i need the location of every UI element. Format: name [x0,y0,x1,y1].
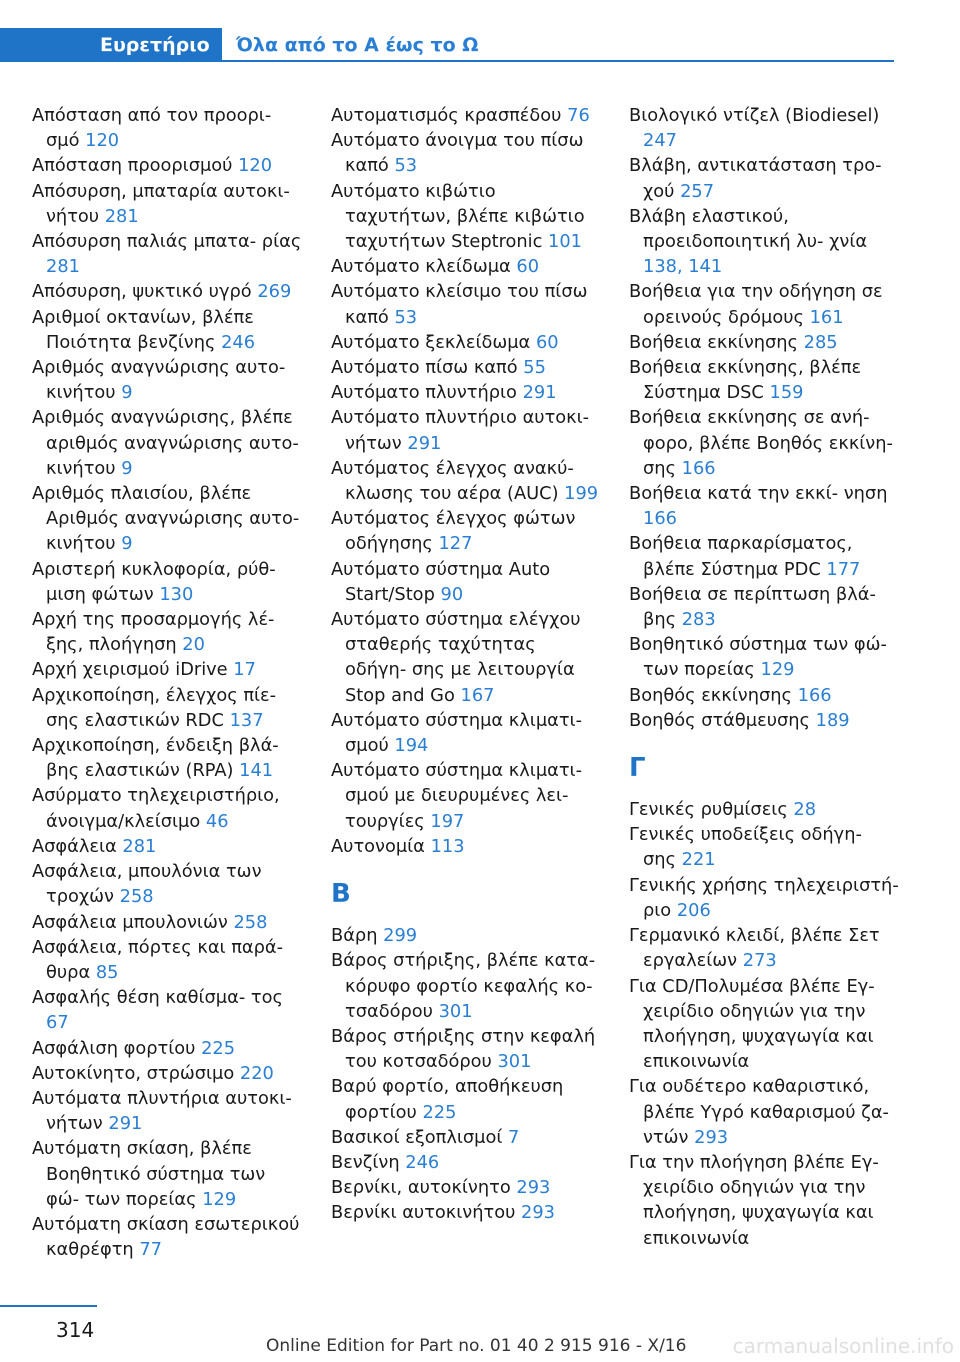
index-entry [629,1150,899,1251]
watermark: carmanualsonline.info [732,1334,954,1358]
index-entry-term: Αυτόματο σύστημα Auto Start/Stop [331,558,551,605]
index-entry-term: Για CD/Πολυμέσα βλέπε Εγ‐ χειρίδιο οδηγιών για την πλοήγηση, ψυχαγωγία και επικοινωνία [629,975,875,1073]
page-reference-link[interactable]: 7 [508,1126,520,1148]
index-entry-term: Αυτόματο ξεκλείδωμα [331,331,531,353]
index-entry [32,1061,302,1086]
page-reference-link[interactable]: 281 [122,835,157,857]
index-entry-term: Αριθμοί οκτανίων, βλέπε Ποιότητα βενζίνης [32,306,254,353]
index-entry-term: Αυτόματη σκίαση εσωτερικού καθρέφτη [32,1213,300,1261]
index-entry [32,1212,302,1262]
page-reference-link[interactable]: 269 [257,281,292,303]
page-reference-link[interactable]: 221 [681,849,716,871]
page-reference-link[interactable]: 257 [680,180,715,202]
index-entry-term: Βοήθεια σε περίπτωση βλά‐ βης [629,583,876,631]
index-entry [629,405,899,481]
page-reference-link[interactable]: 273 [742,950,777,972]
index-entry [629,797,899,822]
index-entry [629,873,899,923]
index-entry-term: Βάρος στήριξης, βλέπε κατα‐ κόρυφο φορτίο κεφαλής κο‐ τσαδόρου [331,950,596,1022]
page-reference-link[interactable]: 291 [407,432,442,454]
index-entry-term: Αυτόματο σύστημα κλιματι‐ σμού [331,709,582,757]
page-reference-link[interactable]: 281 [46,256,80,278]
page-reference-link[interactable]: 9 [121,457,133,479]
index-entry [32,179,302,229]
index-entry-term: Αυτόματο κλείδωμα [331,256,511,278]
index-entry-term: Γενικές υποδείξεις οδήγη‐ σης [629,824,862,871]
index-entry-term: Ασύρματο τηλεχειριστήριο, άνοιγμα/κλείσιμο [32,785,280,832]
index-entry-term: Αυτόματο σύστημα κλιματι‐ σμού με διευρυμένες λει‐ τουργίες [331,760,582,832]
index-entry-term: Αυτοματισμός κρασπέδου [331,105,562,126]
index-entry-term: Αυτόματη σκίαση, βλέπε Βοηθητικό σύστημα των φώ‐ των πορείας [32,1138,266,1210]
page-reference-link[interactable]: 28 [793,799,817,821]
page-reference-link[interactable]: 60 [535,331,559,353]
index-entry [32,481,302,557]
index-entry-term: Βλάβη ελαστικού, προειδοποιητική λυ‐ χνία [629,205,868,253]
index-entry-term: Αρχή της προσαρμογής λέ‐ ξης, πλοήγηση [32,609,275,656]
index-entry-term: Αρχικοποίηση, έλεγχος πίε‐ σης ελαστικών RDC [32,684,277,731]
index-entry-term: Βαρύ φορτίο, αποθήκευση φορτίου [331,1076,564,1123]
index-entry-term: Αριθμός αναγνώρισης, βλέπε αριθμός αναγνώρισης αυτο‐ κινήτου [32,407,299,479]
index-entry-term: Αριθμός αναγνώρισης αυτο‐ κινήτου [32,357,286,404]
index-group-beta-continued [629,103,899,733]
index-entry-term: Βοήθεια εκκίνησης, βλέπε Σύστημα DSC [629,357,862,404]
index-entry-term: Γενικές ρυθμίσεις [629,799,788,821]
index-entry [629,330,899,355]
index-entry [331,380,601,405]
page-reference-link[interactable]: 127 [438,533,473,555]
index-entry-term: Βοήθεια για την οδήγηση σε ορεινούς δρόμους [629,281,883,328]
section-letter-g: Γ [629,753,646,784]
index-entry-term: Ασφάλεια [32,835,117,857]
page-reference-link[interactable]: 293 [694,1126,729,1148]
index-entry-term: Αυτόματο σύστημα ελέγχου σταθερής ταχύτητας οδήγη‐ σης με λειτουργία Stop and Go [331,609,581,706]
index-entry-term: Αυτονομία [331,835,425,857]
page-reference-link[interactable]: 301 [438,1000,473,1022]
index-entry [32,103,302,153]
page-reference-link[interactable]: 285 [803,331,838,353]
index-entry [629,1074,899,1150]
index-entry [331,1175,601,1200]
index-entry [32,859,302,909]
index-entry [629,103,899,153]
index-entry [32,1086,302,1136]
page-reference-link[interactable]: 258 [233,911,268,933]
index-entry [32,153,302,178]
index-entry [32,985,302,1035]
page-header [0,28,894,62]
index-entry-term: Αυτόματο πίσω καπό [331,357,518,379]
index-entry-term: Ασφάλιση φορτίου [32,1037,196,1059]
index-entry [32,834,302,859]
index-entry-term: Γενικής χρήσης τηλεχειριστή‐ ριο [629,874,899,921]
index-entry [331,1074,601,1124]
index-entry [32,935,302,985]
index-entry [331,1200,601,1225]
page-reference-link[interactable]: 199 [564,483,599,505]
page-reference-link[interactable]: 141 [239,760,274,782]
page-number: 314 [56,1318,95,1342]
index-entry-term: Αυτόματο πλυντήριο [331,382,517,404]
page-reference-link[interactable]: 77 [139,1239,162,1261]
index-entry-term: Βενζίνη [331,1151,400,1173]
index-entry [32,607,302,657]
index-entry-term: Αυτόματος έλεγχος φώτων οδήγησης [331,508,576,555]
page-reference-link[interactable]: 129 [202,1188,237,1210]
page-reference-link[interactable]: 194 [394,735,429,757]
index-entry-term: Βοήθεια εκκίνησης σε ανή‐ φορο, βλέπε Βοηθός εκκίνη‐ σης [629,407,893,479]
page-reference-link[interactable]: 225 [422,1101,457,1123]
index-entry-term: Βερνίκι, αυτοκίνητο [331,1177,511,1199]
page-reference-link[interactable]: 113 [430,835,465,857]
index-entry-term: Απόσταση προορισμού [32,155,233,177]
index-entry-term: Βοήθεια εκκίνησης [629,331,798,353]
index-entry [32,1136,302,1212]
index-entry-term: Βλάβη, αντικατάσταση τρο‐ χού [629,155,882,202]
index-entry-term: Απόσυρση, ψυκτικό υγρό [32,281,252,303]
index-entry-term: Ασφάλεια, πόρτες και παρά‐ θυρα [32,936,284,983]
index-entry-term: Αρχικοποίηση, ένδειξη βλά‐ βης ελαστικών (RPA) [32,735,279,782]
index-group-gamma [629,797,899,1251]
index-column-2 [331,103,601,1226]
index-entry-term: Αυτόματος έλεγχος ανακύ‐ κλωσης του αέρα (AUC) [331,457,574,505]
page-reference-link[interactable]: 167 [460,684,495,706]
index-entry [331,179,601,255]
index-entry [32,910,302,935]
index-entry [331,557,601,607]
header-rule [0,60,894,62]
index-entry [331,330,601,355]
index-entry [629,279,899,329]
page-reference-link[interactable]: 90 [440,583,464,605]
page-reference-link[interactable]: 67 [46,1012,69,1034]
index-entry-term: Αριστερή κυκλοφορία, ρύθ‐ μιση φώτων [32,558,276,605]
subtitle-tab[interactable]: Όλα από το Α έως το Ω [236,34,479,56]
index-entry [629,822,899,872]
index-entry-term: Απόσυρση, μπαταρία αυτοκι‐ νήτου [32,180,290,227]
page-reference-link[interactable]: 9 [121,382,133,404]
index-entry [331,103,601,128]
index-entry-term: Αυτόματα πλυντήρια αυτοκι‐ νήτων [32,1087,292,1135]
page-reference-link[interactable]: 220 [239,1062,274,1084]
index-entry [331,279,601,329]
page-reference-link[interactable]: 138, 141 [643,256,723,278]
index-group-beta [331,923,601,1225]
page-reference-link[interactable]: 293 [521,1202,555,1224]
index-entry [629,683,899,708]
page-reference-link[interactable]: 55 [523,357,546,379]
index-entry-term: Ασφαλής θέση καθίσμα‐ τος [32,987,283,1009]
index-entry [629,355,899,405]
index-entry-term: Αυτοκίνητο, στρώσιμο [32,1062,235,1084]
page-reference-link[interactable]: 246 [221,331,256,353]
index-entry [629,708,899,733]
index-entry-term: Βοήθεια παρκαρίσματος, βλέπε Σύστημα PDC [629,533,853,580]
index-entry [32,305,302,355]
page-reference-link[interactable]: 53 [394,306,418,328]
index-entry-term: Ασφάλεια μπουλονιών [32,911,228,933]
footer-rule [0,1305,97,1307]
index-entry [331,506,601,556]
page-reference-link[interactable]: 137 [229,709,264,731]
index-entry-term: Βοηθός στάθμευσης [629,709,810,731]
index-entry [331,405,601,455]
page-reference-link[interactable]: 299 [383,925,418,947]
page-reference-link[interactable]: 206 [676,899,711,921]
page-reference-link[interactable]: 159 [769,382,804,404]
index-entry [32,355,302,405]
page-reference-link[interactable]: 166 [643,508,677,530]
index-entry [331,834,601,859]
page-reference-link[interactable]: 17 [233,659,256,681]
index-entry-term: Αυτόματο κλείσιμο του πίσω καπό [331,281,588,328]
index-entry [331,948,601,1024]
index-entry [331,607,601,708]
page-reference-link[interactable]: 20 [182,634,205,656]
section-letter-b: Β [331,879,351,910]
index-entry-term: Βιολογικό ντίζελ (Biodiesel) [629,105,880,126]
index-entry [629,204,899,280]
index-entry [629,974,899,1075]
page-reference-link[interactable]: 120 [85,130,120,152]
index-entry [32,657,302,682]
index-entry [331,456,601,506]
page-reference-link[interactable]: 120 [238,155,273,177]
page-reference-link[interactable]: 225 [201,1037,236,1059]
index-entry [331,708,601,758]
page-reference-link[interactable]: 197 [430,810,465,832]
index-entry [32,733,302,783]
index-entry [32,229,302,279]
index-entry [331,923,601,948]
index-entry-term: Αυτόματο πλυντήριο αυτοκι‐ νήτων [331,407,590,454]
index-entry-term: Απόσταση από τον προορι‐ σμό [32,105,272,152]
index-entry-term: Αυτόματο άνοιγμα του πίσω καπό [331,130,584,177]
page-reference-link[interactable]: 246 [405,1151,440,1173]
index-entry-term: Για ουδέτερο καθαριστικό, βλέπε Υγρό καθαρισμού ζα‐ ντών [629,1076,889,1148]
index-entry-term: Γερμανικό κλειδί, βλέπε Σετ εργαλείων [629,925,880,972]
index-entry [629,531,899,581]
page-reference-link[interactable]: 9 [121,533,133,555]
page-reference-link[interactable]: 281 [104,205,139,227]
section-tab[interactable]: Ευρετήριο [0,28,222,62]
index-entry-term: Βοηθός εκκίνησης [629,684,792,706]
page-reference-link[interactable]: 177 [826,558,861,580]
index-entry [629,582,899,632]
page-reference-link[interactable]: 46 [205,810,229,832]
page-reference-link[interactable]: 85 [95,961,119,983]
index-entry-term: Ασφάλεια, μπουλόνια των τροχών [32,861,262,908]
index-entry [32,1036,302,1061]
index-entry-term: Αριθμός πλαισίου, βλέπε Αριθμός αναγνώρισης αυτο‐ κινήτου [32,483,300,555]
page-reference-link[interactable]: 53 [394,155,418,177]
page-reference-link[interactable]: 301 [497,1051,532,1073]
index-entry-term: Αρχή χειρισμού iDrive [32,659,228,681]
index-entry-term: Βοήθεια κατά την εκκί‐ νηση [629,483,888,505]
page-reference-link[interactable]: 189 [815,709,850,731]
index-entry [629,923,899,973]
page-reference-link[interactable]: 161 [809,306,844,328]
index-entry [32,683,302,733]
page-reference-link[interactable]: 291 [108,1113,143,1135]
index-entry-term: Βοηθητικό σύστημα των φώ‐ των πορείας [629,634,887,681]
page-reference-link[interactable]: 293 [516,1177,551,1199]
page-reference-link[interactable]: 101 [548,231,582,253]
index-entry [331,1150,601,1175]
index-entry-term: Βάρος στήριξης στην κεφαλή του κοτσαδόρου [331,1025,596,1073]
index-entry [331,1024,601,1074]
index-entry-term: Για την πλοήγηση βλέπε Εγ‐ χειρίδιο οδηγιών για την πλοήγηση, ψυχαγωγία και επικοινωνία [629,1151,879,1249]
index-entry-term: Βάρη [331,925,378,947]
index-column-3 [629,103,899,1251]
edition-note: Online Edition for Part no. 01 40 2 915 916 - X/16 [266,1336,687,1356]
index-entry [629,481,899,531]
page-reference-link[interactable]: 130 [159,583,194,605]
index-entry [32,405,302,481]
index-entry [32,279,302,304]
index-entry [331,355,601,380]
index-entry-term: Αυτόματο κιβώτιο ταχυτήτων, βλέπε κιβώτιο ταχυτήτων Steptronic [331,180,585,253]
index-entry [331,758,601,834]
index-entry [331,1125,601,1150]
index-entry [629,632,899,682]
page-reference-link[interactable]: 76 [567,105,590,126]
page-reference-link[interactable]: 166 [797,684,832,706]
index-entry-term: Βερνίκι αυτοκινήτου [331,1202,516,1224]
page-reference-link[interactable]: 60 [516,256,540,278]
page-reference-link[interactable]: 258 [119,886,154,908]
index-group-alpha-continued [331,103,601,859]
index-entry [32,783,302,833]
index-entry-term: Βασικοί εξοπλισμοί [331,1126,503,1148]
index-entry [331,254,601,279]
page-reference-link[interactable]: 247 [643,130,677,152]
index-column-1 [32,103,302,1262]
index-entry-term: Απόσυρση παλιάς μπατα‐ ρίας [32,231,302,253]
index-entry [32,557,302,607]
page-reference-link[interactable]: 166 [681,457,716,479]
page-reference-link[interactable]: 283 [681,609,716,631]
page-reference-link[interactable]: 129 [760,659,795,681]
index-entry [629,153,899,203]
index-entry [331,128,601,178]
page-reference-link[interactable]: 291 [522,382,557,404]
